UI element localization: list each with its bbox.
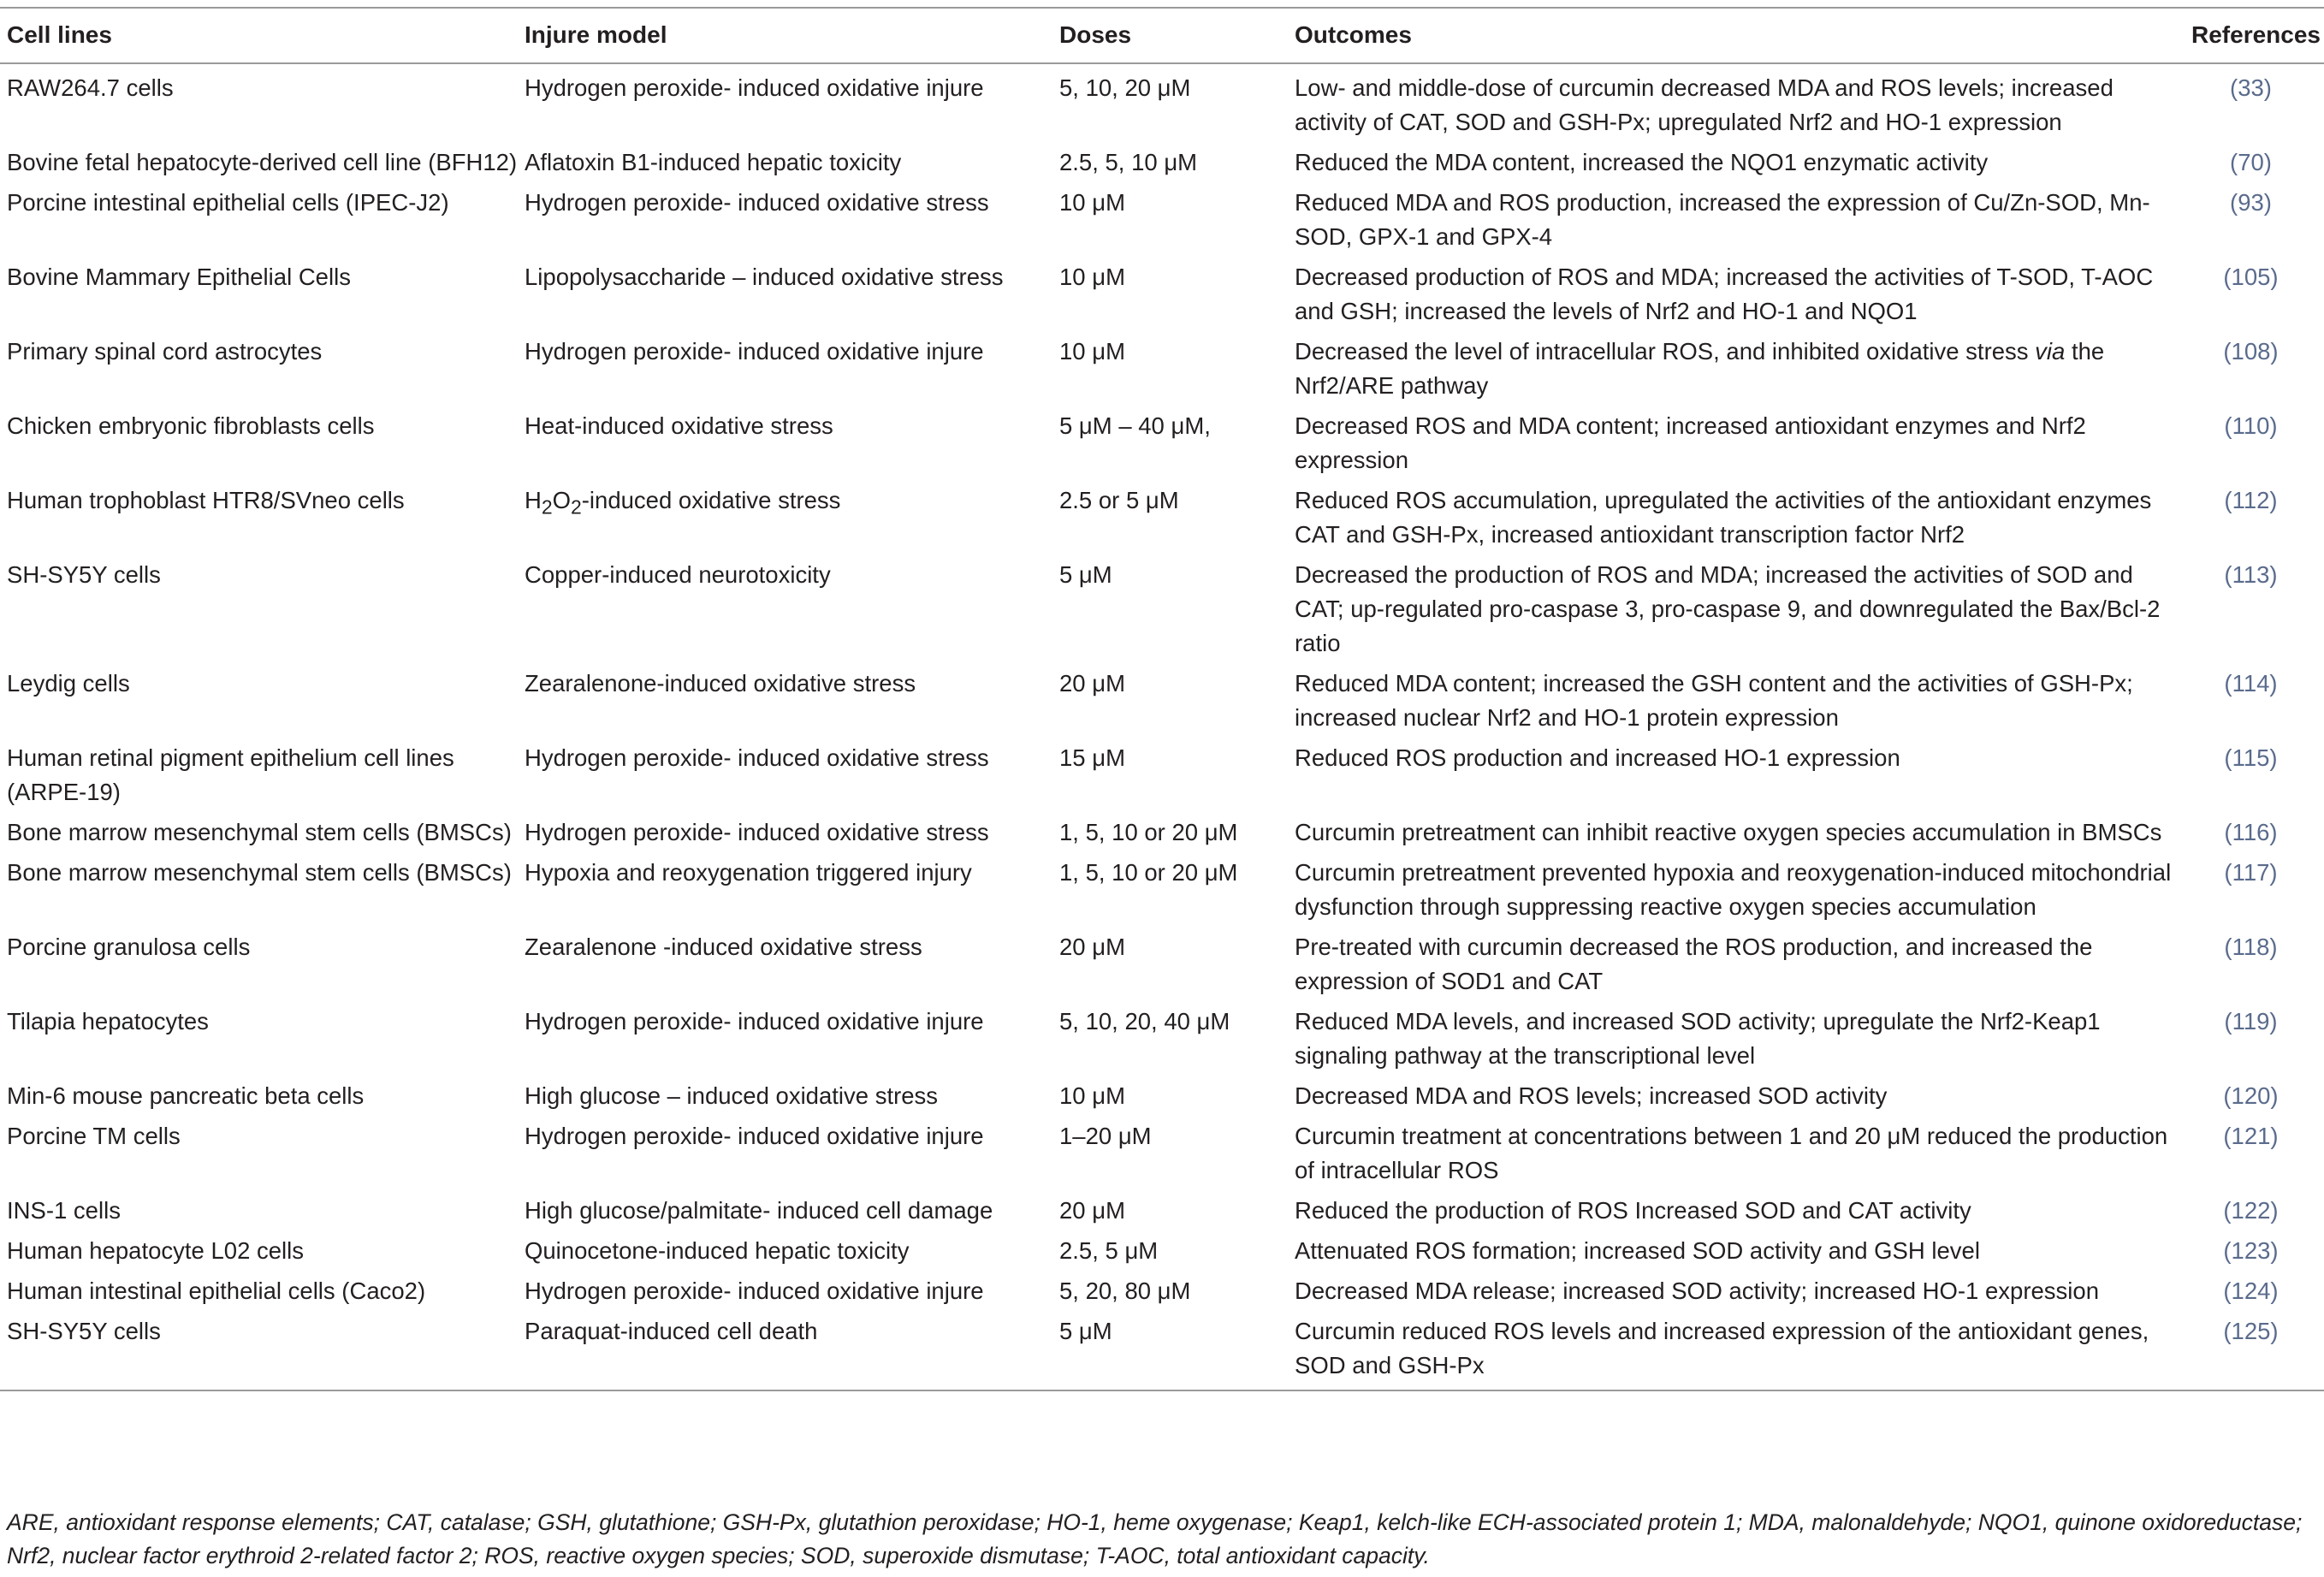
doses: 10 μM [1059, 1082, 1125, 1109]
table-row [0, 1119, 2324, 1194]
cell-line: Chicken embryonic fibroblasts cells [7, 412, 375, 439]
reference-link[interactable]: (113) [2224, 561, 2278, 588]
injure-model: Zearalenone-induced oxidative stress [525, 670, 916, 697]
table-row [0, 667, 2324, 741]
reference-link[interactable]: (125) [2178, 1314, 2324, 1390]
table-row [0, 930, 2324, 1005]
cell-line: Bovine Mammary Epithelial Cells [7, 264, 351, 290]
outcomes: Decreased MDA and ROS levels; increased SOD activity [1295, 1082, 1888, 1109]
outcomes-text: the Nrf2/ARE pathway [1295, 338, 2105, 399]
outcomes-emphasis: via [2035, 338, 2066, 365]
reference-link[interactable]: (117) [2224, 859, 2278, 886]
formula-text: H [525, 487, 542, 513]
formula-text: -induced oxidative stress [581, 487, 841, 513]
outcomes: Reduced the production of ROS Increased SOD and CAT activity [1295, 1197, 1971, 1224]
injure-model: Hydrogen peroxide- induced oxidative injure [525, 338, 984, 365]
table-row [0, 1079, 2324, 1119]
outcomes: Attenuated ROS formation; increased SOD activity and GSH level [1295, 1237, 1980, 1264]
cell-line: Leydig cells [7, 670, 130, 697]
injure-model: High glucose – induced oxidative stress [525, 1082, 939, 1109]
outcomes: Decreased ROS and MDA content; increased antioxidant enzymes and Nrf2 expression [1295, 412, 2086, 473]
cell-line: SH-SY5Y cells [7, 561, 161, 588]
injure-model: Hypoxia and reoxygenation triggered injury [525, 859, 972, 886]
doses: 5 μM [1052, 1314, 1288, 1390]
injure-model: Aflatoxin B1-induced hepatic toxicity [525, 149, 902, 175]
header-outcomes: Outcomes [1288, 8, 2178, 63]
reference-link[interactable]: (123) [2223, 1237, 2279, 1264]
table-row [0, 145, 2324, 186]
reference-link[interactable]: (116) [2224, 819, 2278, 845]
cell-line: Human retinal pigment epithelium cell lines (ARPE-19) [7, 744, 454, 805]
table-row [0, 483, 2324, 558]
doses: 2.5, 5 μM [1059, 1237, 1159, 1264]
doses: 5 μM – 40 μM, [1059, 412, 1211, 439]
doses: 5 μM [1059, 561, 1112, 588]
table-row [0, 1314, 2324, 1390]
formula-subscript: 2 [541, 495, 553, 519]
header-doses: Doses [1052, 8, 1288, 63]
cell-line: Min-6 mouse pancreatic beta cells [7, 1082, 365, 1109]
outcomes: Curcumin pretreatment can inhibit reactive oxygen species accumulation in BMSCs [1295, 819, 2162, 845]
outcomes: Reduced MDA content; increased the GSH content and the activities of GSH-Px; increased nuclear Nrf2 and HO-1 protein expression [1295, 670, 2133, 731]
outcomes: Decreased production of ROS and MDA; increased the activities of T-SOD, T-AOC and GSH; increased the levels of Nrf2 and HO-1 and NQO1 [1295, 264, 2154, 324]
header-references: References [2178, 8, 2324, 63]
cell-line: Human intestinal epithelial cells (Caco2) [7, 1278, 426, 1304]
cell-line: Primary spinal cord astrocytes [7, 338, 323, 365]
outcomes: Reduced ROS accumulation, upregulated the activities of the antioxidant enzymes CAT and GSH-Px, increased antioxidant transcription factor Nrf2 [1295, 487, 2152, 548]
doses: 5, 10, 20 μM [1059, 74, 1191, 101]
doses: 15 μM [1059, 744, 1125, 771]
table-header [0, 8, 2324, 63]
injure-model [518, 483, 1052, 558]
injure-model: Copper-induced neurotoxicity [525, 561, 831, 588]
injure-model: Zearalenone -induced oxidative stress [525, 934, 922, 960]
outcomes-text: Decreased the level of intracellular ROS, and inhibited oxidative stress [1295, 338, 2036, 365]
cell-line: Bovine fetal hepatocyte-derived cell line (BFH12) [7, 149, 518, 175]
table-row [0, 1005, 2324, 1079]
outcomes: Decreased MDA release; increased SOD activity; increased HO-1 expression [1295, 1278, 2099, 1304]
cell-line: INS-1 cells [7, 1197, 121, 1224]
injure-model: Quinocetone-induced hepatic toxicity [525, 1237, 910, 1264]
formula-text: O [552, 487, 572, 513]
reference-link[interactable]: (110) [2224, 412, 2278, 439]
cell-line: Tilapia hepatocytes [7, 1008, 209, 1035]
injure-model: Hydrogen peroxide- induced oxidative stress [525, 819, 989, 845]
doses: 20 μM [1059, 934, 1125, 960]
table-row [0, 1194, 2324, 1234]
cell-line: Bone marrow mesenchymal stem cells (BMSCs) [7, 819, 512, 845]
data-table [0, 7, 2324, 1391]
formula-subscript: 2 [571, 495, 582, 519]
header-cell-lines: Cell lines [0, 8, 518, 63]
cell-line: Porcine granulosa cells [7, 934, 251, 960]
injure-model: Lipopolysaccharide – induced oxidative stress [525, 264, 1004, 290]
injure-model: Hydrogen peroxide- induced oxidative injure [525, 1008, 984, 1035]
doses: 10 μM [1059, 189, 1125, 216]
doses: 10 μM [1059, 264, 1125, 290]
reference-link[interactable]: (122) [2223, 1197, 2279, 1224]
doses: 20 μM [1059, 1197, 1125, 1224]
doses: 5, 10, 20, 40 μM [1059, 1008, 1230, 1035]
cell-line: Human hepatocyte L02 cells [7, 1237, 305, 1264]
table-footnote: ARE, antioxidant response elements; CAT, catalase; GSH, glutathione; GSH-Px, glutathion peroxidase; HO-1, heme oxygenase; Keap1, kelch-like ECH-associated protein 1; MDA, malonaldehyde; NQO1, quinone oxidoreductase; Nrf2, nuclear factor erythroid 2-related factor 2; ROS, reactive oxygen species; SOD, superoxide dismutase; T-AOC, total antioxidant capacity. [7, 1509, 2303, 1568]
outcomes: Reduced ROS production and increased HO-1 expression [1295, 744, 1900, 771]
injure-model: Hydrogen peroxide- induced oxidative stress [525, 744, 989, 771]
injure-model: High glucose/palmitate- induced cell damage [525, 1197, 993, 1224]
table-row [0, 260, 2324, 335]
injure-model: Hydrogen peroxide- induced oxidative injure [525, 1123, 984, 1149]
table-row [0, 63, 2324, 145]
reference-link[interactable]: (112) [2224, 487, 2278, 513]
cell-line: Bone marrow mesenchymal stem cells (BMSCs) [7, 859, 512, 886]
doses: 1, 5, 10 or 20 μM [1059, 859, 1238, 886]
reference-link[interactable]: (118) [2224, 934, 2278, 960]
injure-model: Paraquat-induced cell death [518, 1314, 1052, 1390]
reference-link[interactable]: (124) [2223, 1278, 2279, 1304]
table-row [0, 335, 2324, 409]
reference-link[interactable]: (105) [2223, 264, 2279, 290]
doses: 1, 5, 10 or 20 μM [1059, 819, 1238, 845]
table-row [0, 815, 2324, 856]
outcomes: Curcumin reduced ROS levels and increased expression of the antioxidant genes, SOD and GSH-Px [1288, 1314, 2178, 1390]
outcomes: Pre-treated with curcumin decreased the ROS production, and increased the expression of SOD1 and CAT [1295, 934, 2093, 994]
table-row [0, 409, 2324, 483]
outcomes [1288, 335, 2178, 409]
doses: 10 μM [1059, 338, 1125, 365]
cell-line: RAW264.7 cells [7, 74, 174, 101]
outcomes: Curcumin treatment at concentrations between 1 and 20 μM reduced the production of intracellular ROS [1295, 1123, 2168, 1183]
cell-line: SH-SY5Y cells [0, 1314, 518, 1390]
reference-link[interactable]: (114) [2224, 670, 2278, 697]
reference-link[interactable]: (108) [2223, 338, 2279, 365]
doses: 1–20 μM [1059, 1123, 1152, 1149]
doses: 2.5, 5, 10 μM [1059, 149, 1198, 175]
outcomes: Reduced MDA levels, and increased SOD activity; upregulate the Nrf2-Keap1 signaling pathway at the transcriptional level [1295, 1008, 2101, 1069]
reference-link[interactable]: (121) [2223, 1123, 2279, 1149]
table-row [0, 1274, 2324, 1314]
injure-model: Hydrogen peroxide- induced oxidative stress [525, 189, 989, 216]
header-injure-model: Injure model [518, 8, 1052, 63]
cell-line: Porcine TM cells [7, 1123, 181, 1149]
header-row [0, 8, 2324, 63]
reference-link[interactable]: (70) [2230, 149, 2272, 175]
table-row [0, 558, 2324, 667]
cell-line: Porcine intestinal epithelial cells (IPEC-J2) [7, 189, 449, 216]
doses: 2.5 or 5 μM [1059, 487, 1179, 513]
reference-link[interactable]: (120) [2223, 1082, 2279, 1109]
cell-line: Human trophoblast HTR8/SVneo cells [7, 487, 405, 513]
outcomes: Decreased the production of ROS and MDA; increased the activities of SOD and CAT; up-regulated pro-caspase 3, pro-caspase 9, and downregulated the Bax/Bcl-2 ratio [1295, 561, 2161, 656]
reference-link[interactable]: (93) [2230, 189, 2272, 216]
outcomes: Low- and middle-dose of curcumin decreased MDA and ROS levels; increased activity of CAT, SOD and GSH-Px; upregulated Nrf2 and HO-1 expression [1295, 74, 2114, 135]
injure-model: Hydrogen peroxide- induced oxidative injure [525, 74, 984, 101]
reference-link[interactable]: (119) [2224, 1008, 2278, 1035]
doses: 5, 20, 80 μM [1059, 1278, 1191, 1304]
table-row [0, 1234, 2324, 1274]
outcomes: Reduced the MDA content, increased the NQO1 enzymatic activity [1295, 149, 1989, 175]
injure-model: Heat-induced oxidative stress [525, 412, 833, 439]
table-row [0, 856, 2324, 930]
table-row [0, 741, 2324, 815]
doses: 20 μM [1059, 670, 1125, 697]
outcomes: Reduced MDA and ROS production, increased the expression of Cu/Zn-SOD, Mn-SOD, GPX-1 and GPX-4 [1295, 189, 2150, 250]
table-row [0, 186, 2324, 260]
injure-model: Hydrogen peroxide- induced oxidative injure [525, 1278, 984, 1304]
table-body [0, 63, 2324, 1390]
reference-link[interactable]: (33) [2230, 74, 2272, 101]
outcomes: Curcumin pretreatment prevented hypoxia and reoxygenation-induced mitochondrial dysfunction through suppressing reactive oxygen species accumulation [1295, 859, 2172, 920]
reference-link[interactable]: (115) [2224, 744, 2278, 771]
